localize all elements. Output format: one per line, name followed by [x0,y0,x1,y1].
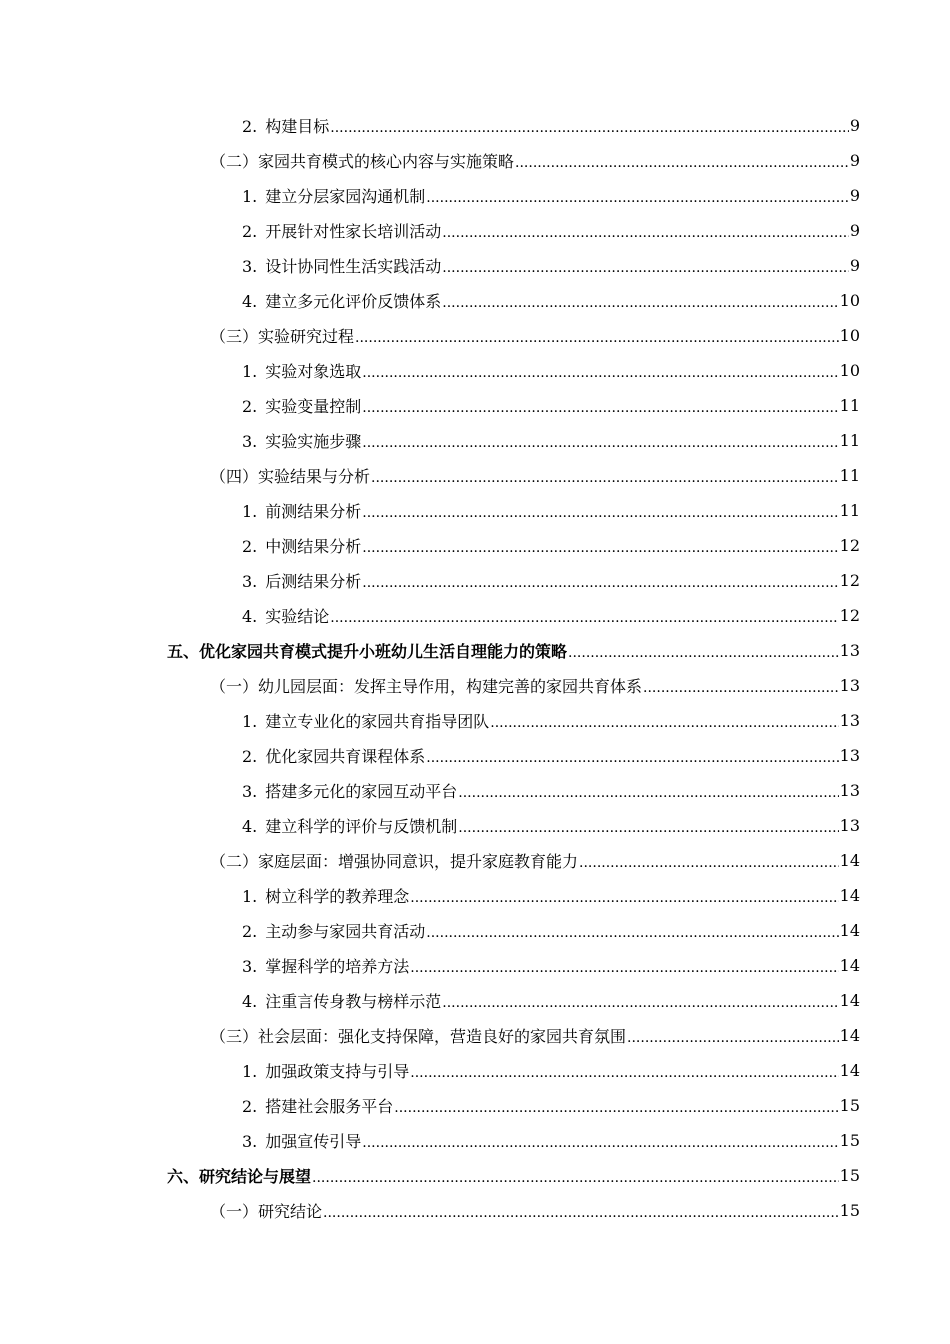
toc-dot-leader [426,921,838,941]
toc-entry-page-number: 15 [839,1096,860,1115]
toc-entry[interactable] [0,878,950,913]
toc-entry-page-number: 10 [839,291,860,310]
toc-dot-leader [490,711,838,731]
toc-entry-label: （一）幼儿园层面：发挥主导作用，构建完善的家园共育体系 [210,677,643,696]
toc-entry-label: 注重言传身教与榜样示范 [265,992,442,1011]
toc-entry-page-number: 15 [839,1201,860,1220]
toc-entry-page-number: 11 [839,396,860,415]
toc-entry-label: 建立科学的评价与反馈机制 [265,817,458,836]
toc-entry-title [242,254,441,277]
toc-entry-label: 前测结果分析 [265,502,362,521]
toc-entry[interactable] [0,983,950,1018]
toc-entry-label: 实验实施步骤 [265,432,362,451]
toc-entry[interactable] [0,773,950,808]
toc-entry-title [242,184,425,207]
toc-entry-title [210,464,370,487]
toc-entry[interactable] [0,843,950,878]
toc-dot-leader [312,1166,839,1186]
toc-entry-number: 4. [242,992,258,1011]
toc-entry-title [242,114,329,137]
toc-entry-title [210,324,354,347]
toc-entry-page-number: 11 [839,431,860,450]
toc-entry-page-number: 14 [839,1061,860,1080]
toc-entry-label: （一）研究结论 [210,1202,323,1221]
toc-entry-number: 2. [242,537,258,556]
toc-entry-number: 3. [242,782,258,801]
toc-entry-number: 2. [242,397,258,416]
toc-entry-page-number: 9 [849,151,860,170]
toc-entry-title [242,429,361,452]
toc-entry[interactable] [0,283,950,318]
toc-dot-leader [643,676,839,696]
toc-entry-label: 实验变量控制 [265,397,362,416]
toc-entry-number: 1. [242,187,258,206]
toc-entry-title [167,1164,311,1187]
toc-dot-leader [362,396,838,416]
toc-entry-page-number: 13 [839,746,860,765]
toc-dot-leader [426,186,849,206]
toc-entry-title [210,674,642,697]
toc-entry[interactable] [0,248,950,283]
toc-entry-page-number: 11 [839,501,860,520]
toc-entry-title [242,604,329,627]
toc-entry-label: （三）实验研究过程 [210,327,355,346]
toc-entry-label: 实验结论 [265,607,330,626]
table-of-contents [0,108,950,1228]
toc-entry-page-number: 15 [839,1166,860,1185]
toc-entry-page-number: 13 [839,676,860,695]
toc-entry-title [210,1024,626,1047]
toc-dot-leader [442,256,849,276]
toc-entry-page-number: 14 [839,956,860,975]
toc-entry-number: 2. [242,747,258,766]
toc-entry-title [210,149,514,172]
toc-entry-number: 3. [242,257,258,276]
toc-entry-label: 主动参与家园共育活动 [265,922,426,941]
toc-entry-page-number: 14 [839,1026,860,1045]
toc-dot-leader [410,956,838,976]
toc-entry[interactable] [0,1088,950,1123]
toc-dot-leader [355,326,839,346]
toc-entry-title [242,219,441,242]
toc-entry-page-number: 10 [839,326,860,345]
toc-entry[interactable] [0,913,950,948]
toc-dot-leader [426,746,838,766]
toc-entry[interactable] [0,808,950,843]
toc-entry-number: 3. [242,1132,258,1151]
toc-dot-leader [362,431,838,451]
toc-dot-leader [627,1026,839,1046]
toc-entry-page-number: 10 [839,361,860,380]
toc-entry-title [242,814,457,837]
toc-entry-page-number: 14 [839,851,860,870]
toc-entry-title [210,1199,322,1222]
toc-entry-number: 2. [242,922,258,941]
toc-entry-label: 搭建社会服务平台 [265,1097,394,1116]
toc-entry[interactable] [0,563,950,598]
toc-entry-label: （四）实验结果与分析 [210,467,371,486]
toc-entry-title [242,534,361,557]
toc-dot-leader [579,851,839,871]
toc-entry-title [242,1059,409,1082]
toc-dot-leader [442,291,838,311]
toc-entry-title [210,849,578,872]
toc-entry[interactable] [0,1193,950,1228]
toc-entry[interactable] [0,528,950,563]
toc-dot-leader [330,116,849,136]
toc-entry-number: 4. [242,607,258,626]
toc-entry-page-number: 13 [839,816,860,835]
toc-entry-number: 2. [242,117,258,136]
toc-entry-title [242,954,409,977]
toc-entry-number: 2. [242,1097,258,1116]
toc-entry-label: 开展针对性家长培训活动 [265,222,442,241]
toc-entry-page-number: 12 [839,606,860,625]
toc-entry-label: 后测结果分析 [265,572,362,591]
toc-entry-label: 六、研究结论与展望 [167,1167,312,1186]
toc-dot-leader [362,501,838,521]
toc-entry-page-number: 14 [839,921,860,940]
toc-entry[interactable] [0,458,950,493]
toc-entry[interactable] [0,388,950,423]
toc-entry-title [242,1094,393,1117]
toc-entry-page-number: 13 [839,781,860,800]
toc-dot-leader [568,641,839,661]
toc-entry-label: 优化家园共育课程体系 [265,747,426,766]
toc-entry-label: 中测结果分析 [265,537,362,556]
toc-entry[interactable] [0,1053,950,1088]
toc-entry-title [242,359,361,382]
toc-entry-label: 加强宣传引导 [265,1132,362,1151]
toc-entry-title [242,394,361,417]
toc-dot-leader [458,781,838,801]
toc-dot-leader [323,1201,839,1221]
toc-entry-label: 建立分层家园沟通机制 [265,187,426,206]
toc-entry-title [242,569,361,592]
toc-entry[interactable] [0,1158,950,1193]
toc-dot-leader [362,1131,838,1151]
toc-entry-page-number: 14 [839,886,860,905]
toc-dot-leader [362,536,838,556]
toc-entry-title [242,779,457,802]
toc-entry[interactable] [0,178,950,213]
toc-entry-number: 4. [242,292,258,311]
toc-entry-page-number: 12 [839,536,860,555]
toc-entry-number: 1. [242,887,258,906]
toc-entry-label: 设计协同性生活实践活动 [265,257,442,276]
toc-entry[interactable] [0,493,950,528]
toc-entry-page-number: 15 [839,1131,860,1150]
toc-entry-page-number: 13 [839,641,860,660]
toc-entry-label: 建立多元化评价反馈体系 [265,292,442,311]
toc-entry[interactable] [0,1123,950,1158]
toc-entry-title [242,709,489,732]
toc-entry[interactable] [0,948,950,983]
toc-entry-page-number: 14 [839,991,860,1010]
toc-dot-leader [515,151,849,171]
toc-dot-leader [362,361,838,381]
toc-entry-title [242,989,441,1012]
toc-entry[interactable] [0,353,950,388]
toc-entry-page-number: 11 [839,466,860,485]
toc-entry-title [167,639,567,662]
toc-entry-label: （二）家园共育模式的核心内容与实施策略 [210,152,515,171]
toc-entry[interactable] [0,213,950,248]
toc-entry-label: 搭建多元化的家园互动平台 [265,782,458,801]
toc-entry[interactable] [0,318,950,353]
toc-entry-title [242,919,425,942]
toc-entry-number: 3. [242,432,258,451]
toc-entry[interactable] [0,598,950,633]
toc-entry-page-number: 12 [839,571,860,590]
toc-dot-leader [362,571,838,591]
toc-dot-leader [442,991,838,1011]
toc-entry-page-number: 13 [839,711,860,730]
toc-entry-number: 1. [242,502,258,521]
toc-entry[interactable] [0,1018,950,1053]
toc-entry-page-number: 9 [849,256,860,275]
toc-entry-label: （三）社会层面：强化支持保障，营造良好的家园共育氛围 [210,1027,627,1046]
toc-entry-label: 建立专业化的家园共育指导团队 [265,712,490,731]
toc-entry[interactable] [0,633,950,668]
toc-entry-number: 3. [242,572,258,591]
toc-entry-title [242,744,425,767]
toc-dot-leader [410,886,838,906]
toc-entry-number: 1. [242,1062,258,1081]
toc-entry-label: 掌握科学的培养方法 [265,957,410,976]
toc-dot-leader [458,816,838,836]
toc-entry-page-number: 9 [849,116,860,135]
toc-entry-number: 1. [242,712,258,731]
toc-dot-leader [410,1061,838,1081]
toc-entry-label: 树立科学的教养理念 [265,887,410,906]
toc-entry-number: 1. [242,362,258,381]
toc-entry-label: 实验对象选取 [265,362,362,381]
toc-entry-number: 3. [242,957,258,976]
toc-entry-label: 构建目标 [265,117,330,136]
toc-entry-label: 加强政策支持与引导 [265,1062,410,1081]
toc-dot-leader [330,606,838,626]
toc-entry-label: （二）家庭层面：增强协同意识，提升家庭教育能力 [210,852,579,871]
toc-entry-title [242,499,361,522]
toc-entry-label: 五、优化家园共育模式提升小班幼儿生活自理能力的策略 [167,642,568,661]
toc-entry-title [242,289,441,312]
toc-entry-title [242,1129,361,1152]
toc-entry-number: 2. [242,222,258,241]
toc-entry-title [242,884,409,907]
toc-entry[interactable] [0,423,950,458]
toc-entry[interactable] [0,668,950,703]
toc-entry[interactable] [0,703,950,738]
toc-entry[interactable] [0,143,950,178]
toc-dot-leader [394,1096,838,1116]
toc-dot-leader [442,221,849,241]
toc-entry-page-number: 9 [849,221,860,240]
toc-entry-page-number: 9 [849,186,860,205]
toc-dot-leader [371,466,839,486]
toc-entry[interactable] [0,108,950,143]
toc-entry[interactable] [0,738,950,773]
toc-entry-number: 4. [242,817,258,836]
